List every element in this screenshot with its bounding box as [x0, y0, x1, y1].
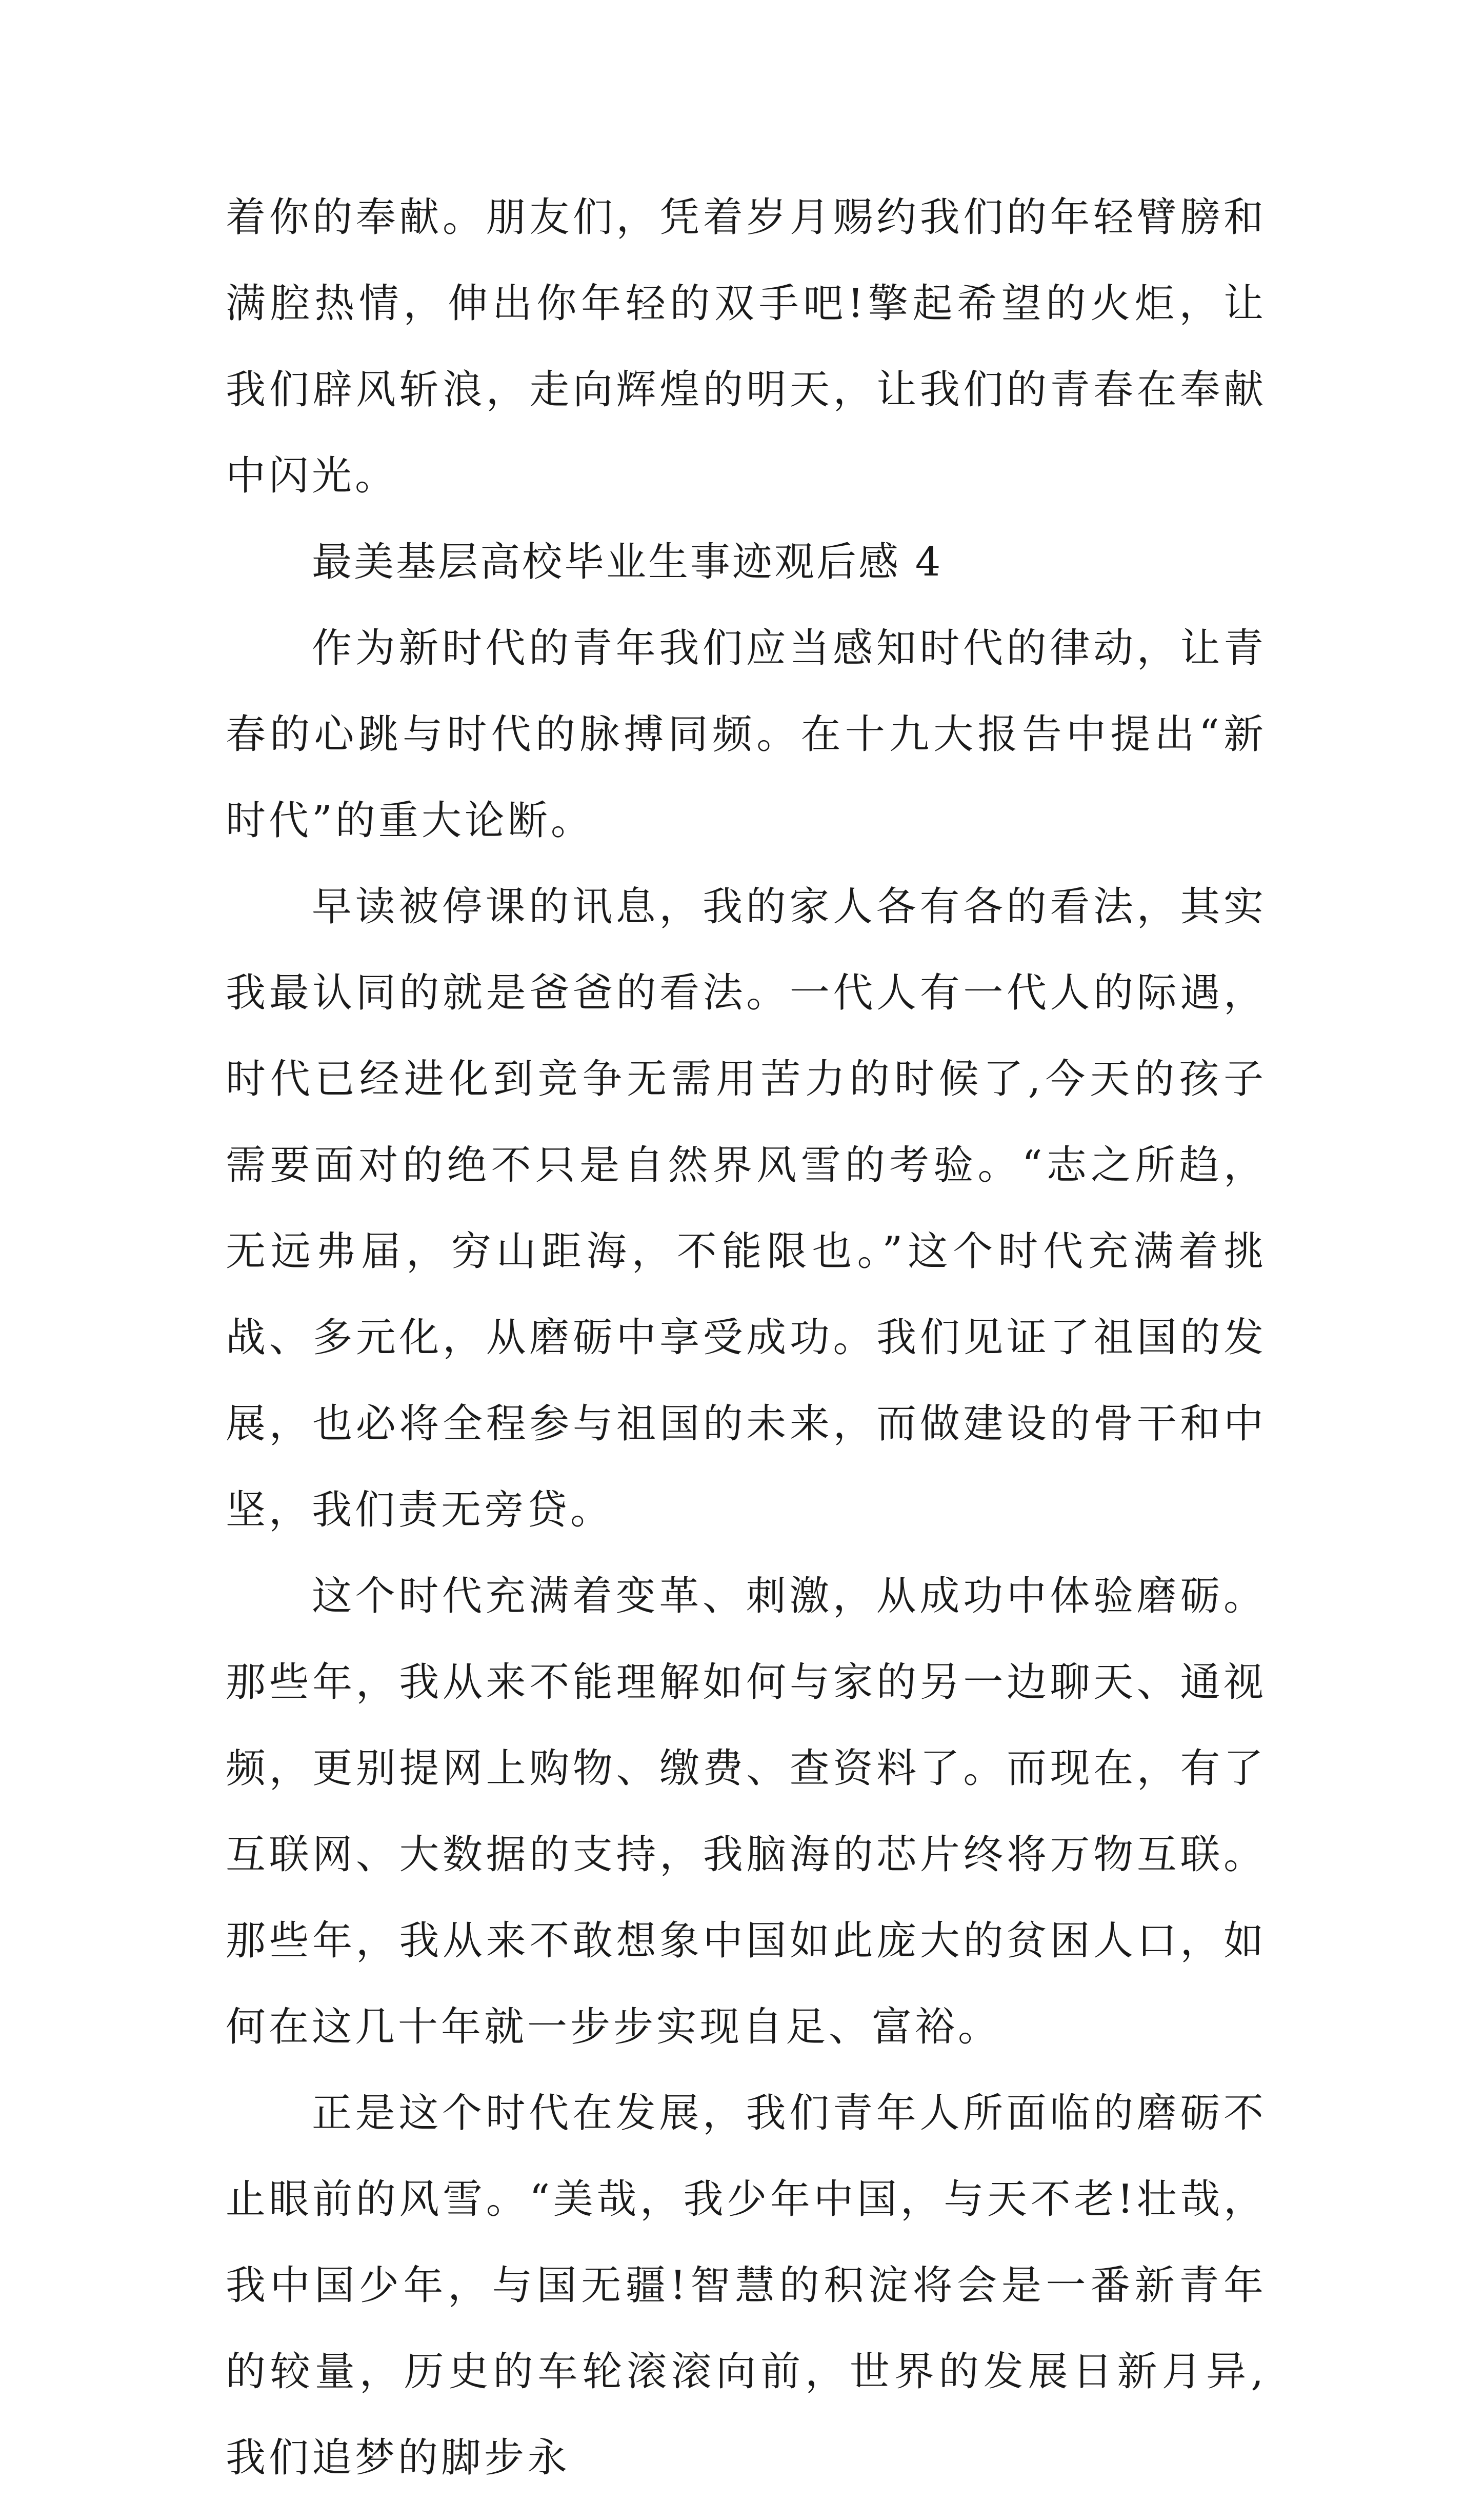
paragraph: 作为新时代的青年我们应当感知时代的律动，让青春的心跳与时代的脉搏同频。在十九大报告中提出“新时代”的重大论断。 [226, 625, 1267, 844]
paragraph: 正是这个时代在发展，我们青年人所面临的磨砺不止眼前的风雪。“美哉，我少年中国，与天不老!壮哉，我中国少年，与国无疆!智慧的积淀将会是一番新青年的较量，历史的车轮滚滚向前，世界的发展日新月异,我们追梦的脚步永 [226, 2090, 1267, 2481]
section-heading: 最美基层高校毕业生事迹观后感 4 [312, 539, 943, 585]
paragraph-continuation: 着你的奉献。朋友们，凭着岁月赐约我们的年轻臂膀和满腔热情，伸出你年轻的双手吧!擎起希望的火炬，让我们辟风斩浪，走向辉煌的明天，让我们的青春在奉献中闪光。 [226, 194, 1267, 499]
paragraph: 这个时代充满着变革、刺激，从成功中体验磨砺。那些年，我从来不能理解如何与家的另一边聊天、通视频，更别提网上购物、缴费、查资料了。而现在，有了互联网、大数据的支持，我脑海的芯片终将万物互联。那些年，我从来不敢想象中国如此庞大的贫困人口，如何在这几十年就一步步实现自足、富裕。 [226, 1573, 1267, 2050]
paragraph: 早读被停课的讯息，我的家人各有各的看法，其实我最认同的就是爸爸的看法。一代人有一代人的际遇，时代已经进化到竞争无需用苦力的时候了,今天的孩子需要面对的绝不只是自然界风雪的考验。“志之所趋，无远弗届，穷山距海，不能限也。”这个时代充满着挑战、多元化，从磨砺中享受成功。我们见证了祖国的发展，也必将全程参与祖国的未来，而做建设的骨干和中坚，我们责无旁贷。 [226, 884, 1267, 1533]
document-body [226, 174, 1267, 2501]
